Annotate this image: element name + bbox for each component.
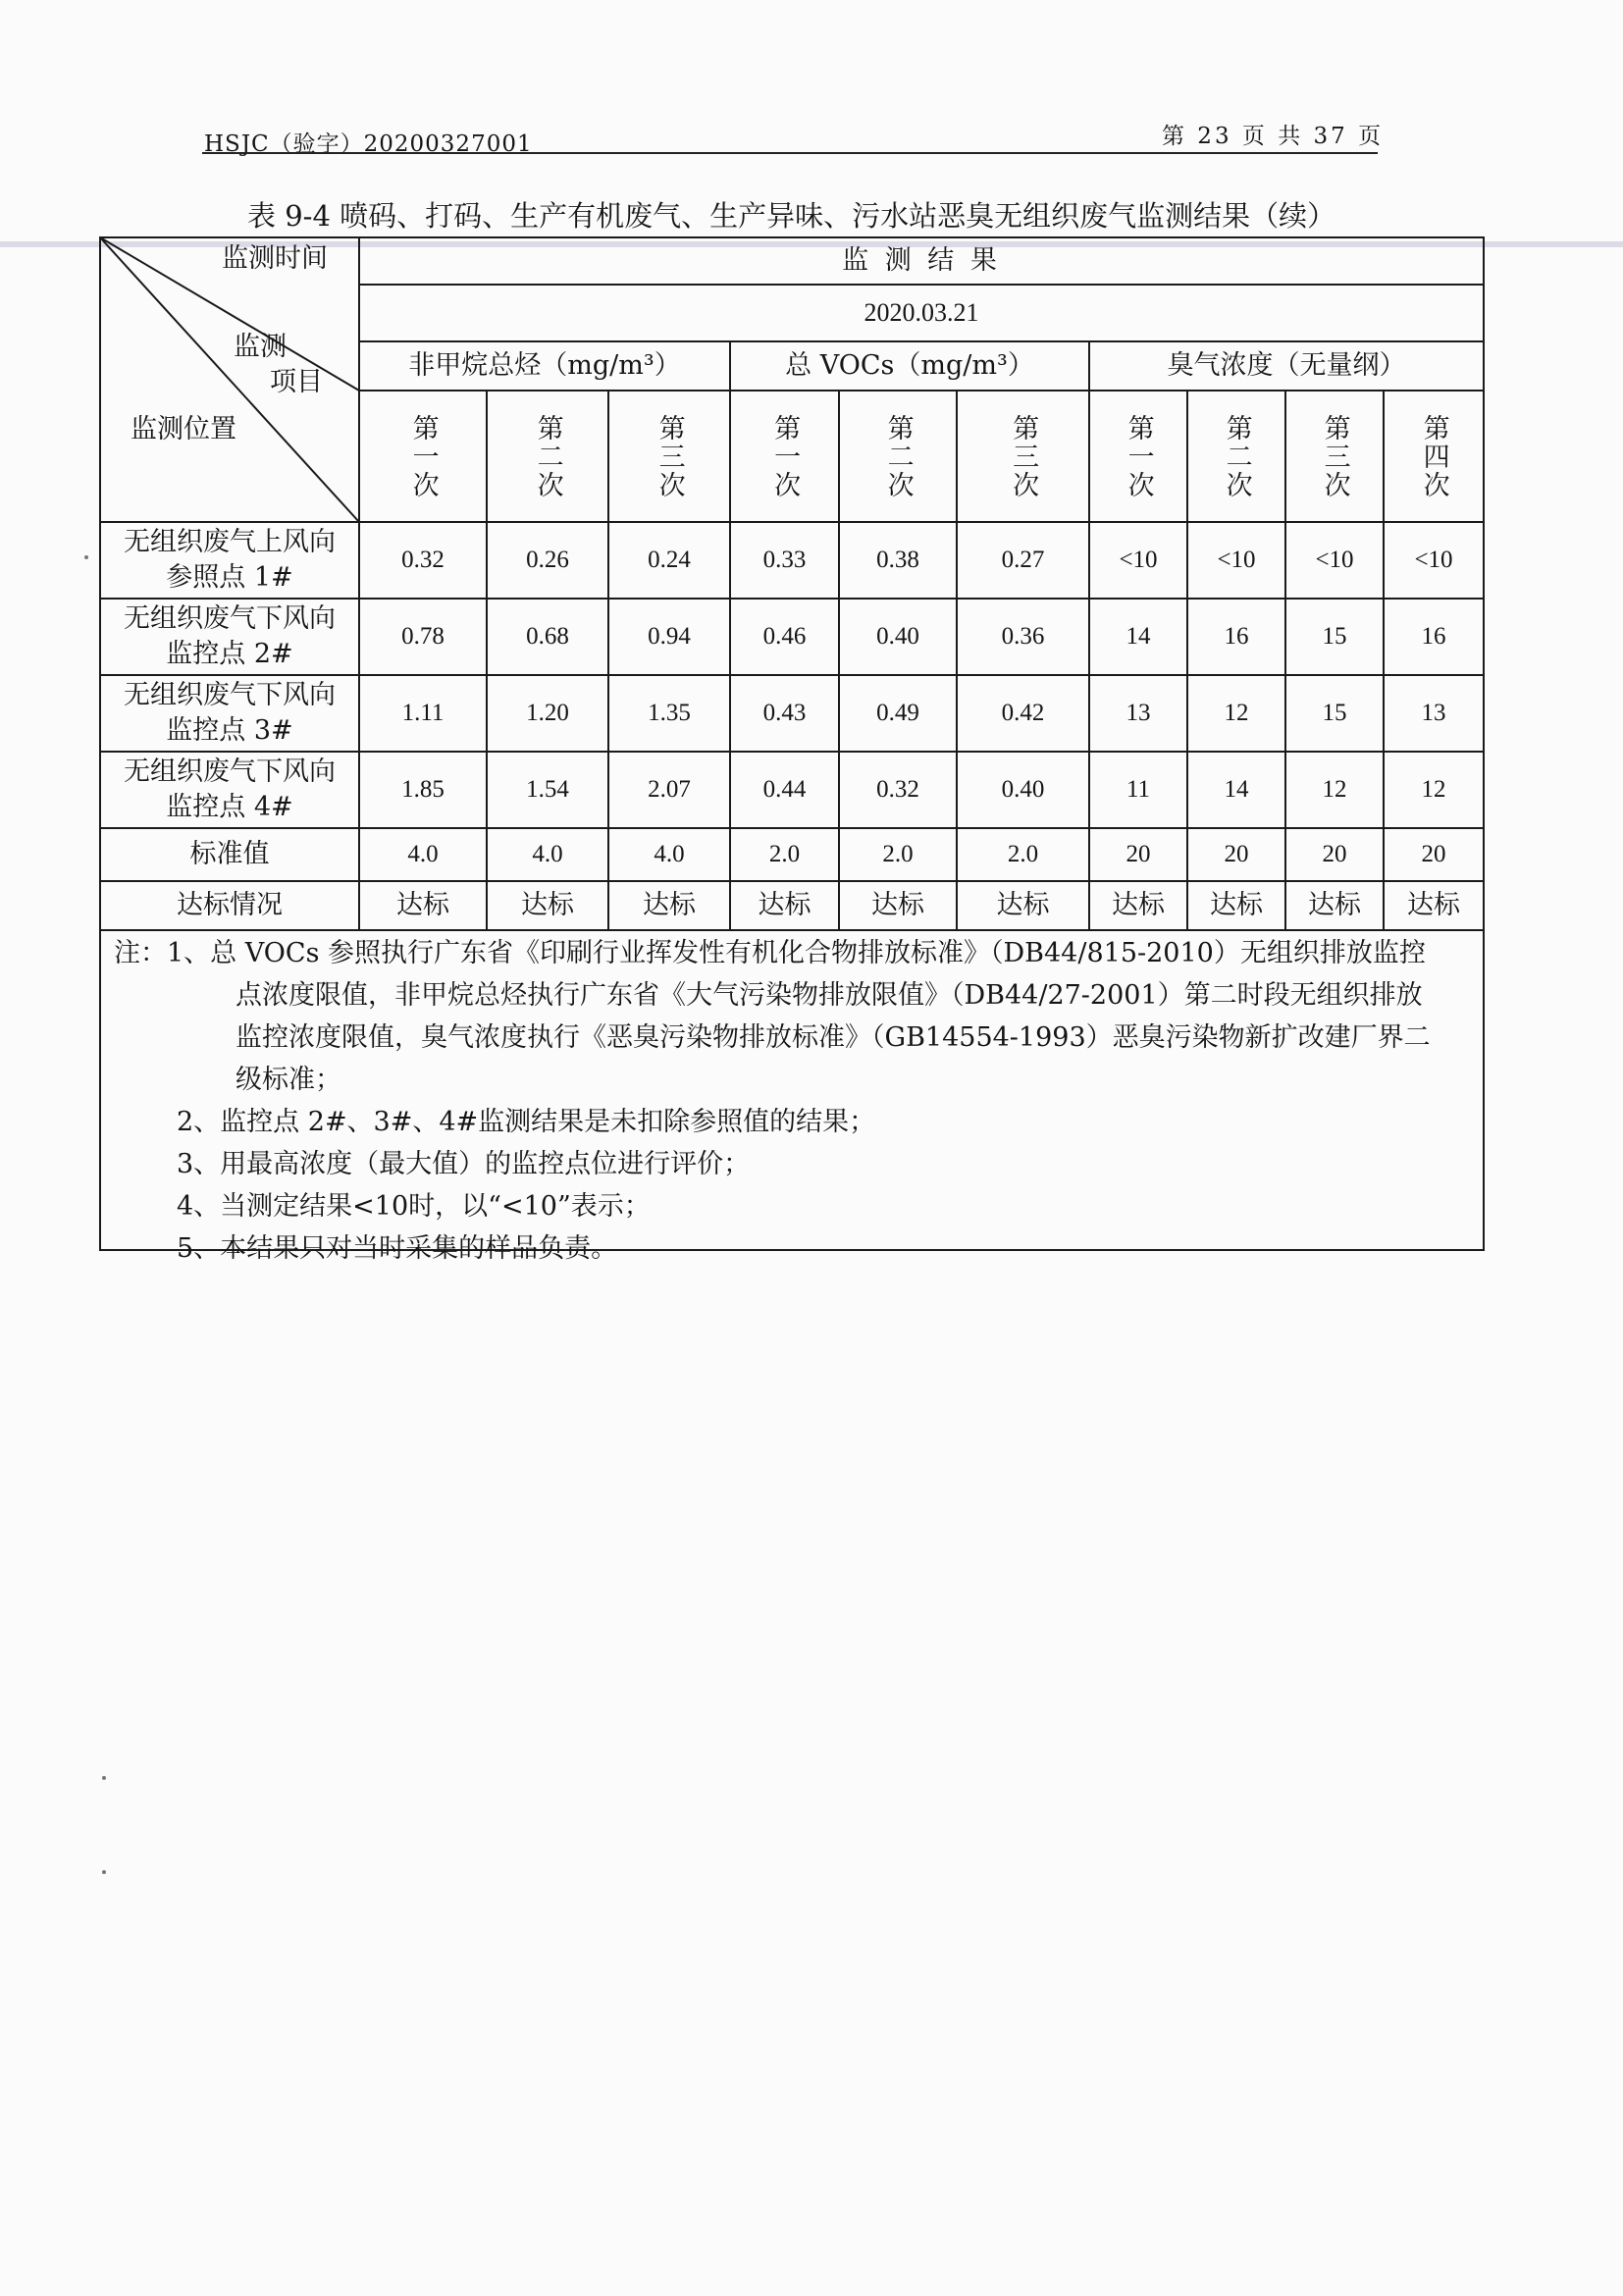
row-location-line: 无组织废气下风向 [124,756,336,787]
table-cell: 0.46 [762,622,807,650]
table-cell: 12 [1421,775,1446,803]
table-cell: 12 [1322,775,1347,803]
note-1-line-2: 点浓度限值，非甲烷总烃执行广东省《大气污染物排放限值》（DB44/27-2001）第二时段无组织排放 [236,980,1423,1011]
time-header-2 [487,391,608,522]
corner-item-label-2: 项目 [270,367,323,398]
note-2: 2、监控点 2#、3#、4#监测结果是未扣除参照值的结果； [177,1107,876,1137]
time-header-10-text: 第四次 [1418,413,1449,499]
compliance-cell: 达标 [1210,890,1263,921]
group-header-odor: 臭气浓度（无量纲） [1167,350,1406,382]
table-cell: 0.38 [876,546,919,573]
compliance-cell: 达标 [396,890,449,921]
note-1-line-4: 级标准； [236,1065,341,1095]
time-header-6-text: 第三次 [1008,413,1039,499]
table-cell: 1.54 [526,775,569,803]
time-header-8 [1187,391,1285,522]
table-cell: 15 [1322,622,1347,650]
row-location-line: 无组织废气上风向 [124,526,336,557]
table-title: 表 9-4 喷码、打码、生产有机废气、生产异味、污水站恶臭无组织废气监测结果（续） [247,199,1336,233]
corner-time-label: 监测时间 [222,243,328,275]
compliance-cell: 达标 [1112,890,1165,921]
table-cell: 1.20 [526,699,569,726]
table-cell: 0.78 [401,622,445,650]
sampling-date: 2020.03.21 [864,298,979,328]
row-location-line: 监控点 4# [166,792,293,822]
note-1-line-3: 监控浓度限值，臭气浓度执行《恶臭污染物排放标准》（GB14554-1993）恶臭污染物新扩改建厂界二 [236,1022,1431,1053]
table-cell: 1.35 [648,699,691,726]
time-header-7 [1089,391,1187,522]
row-location-line: 参照点 1# [166,562,293,593]
compliance-cell: 达标 [643,890,696,921]
row-location-line: 无组织废气下风向 [124,602,336,634]
note-1-line-1: 注：1、总 VOCs 参照执行广东省《印刷行业挥发性有机化合物排放标准》（DB44/815-2010）无组织排放监控 [114,938,1426,968]
table-cell: 13 [1126,699,1151,726]
time-header-4-text: 第一次 [769,413,801,499]
page-indicator: 第 23 页 共 37 页 [1162,124,1385,149]
table-notes [114,932,1488,1270]
standard-value-cell: 4.0 [654,840,685,867]
compliance-row-label: 达标情况 [177,889,283,920]
time-header-9-text: 第三次 [1319,413,1350,499]
standard-value-cell: 20 [1126,840,1151,867]
compliance-cell: 达标 [758,890,812,921]
table-cell: 0.49 [876,699,919,726]
results-header: 监 测 结 果 [842,245,1001,277]
table-cell: 0.40 [876,622,919,650]
standard-row-label: 标准值 [189,838,270,869]
standard-value-cell: 20 [1322,840,1347,867]
compliance-cell: 达标 [521,890,574,921]
table-cell: 1.85 [401,775,445,803]
table-cell: 0.68 [526,622,569,650]
time-header-2-text: 第二次 [532,413,563,499]
table-cell: 0.94 [648,622,691,650]
compliance-cell: 达标 [871,890,924,921]
table-cell: 0.43 [762,699,807,726]
standard-value-cell: 4.0 [532,840,563,867]
table-cell: <10 [1414,546,1453,573]
time-header-8-text: 第二次 [1221,413,1252,499]
time-header-3-text: 第三次 [654,413,685,499]
row-location-line: 无组织废气下风向 [124,679,336,710]
time-header-1-text: 第一次 [407,413,439,499]
table-cell: 0.33 [762,546,807,573]
row-location [100,752,359,828]
table-cell: <10 [1315,546,1354,573]
note-5: 5、本结果只对当时采集的样品负责。 [177,1233,618,1264]
time-header-9 [1285,391,1384,522]
document-number: HSJC（验字）20200327001 [204,131,533,157]
row-location-line: 监控点 3# [166,715,293,746]
time-header-6 [957,391,1089,522]
table-cell: 13 [1421,699,1446,726]
table-cell: 0.27 [1001,546,1045,573]
table-cell: 0.32 [876,775,919,803]
compliance-cell: 达标 [996,890,1050,921]
table-cell: 1.11 [401,699,445,726]
table-cell: 0.26 [526,546,569,573]
table-cell: 11 [1126,775,1151,803]
table-cell: 14 [1224,775,1249,803]
time-header-5 [839,391,957,522]
table-cell: 16 [1421,622,1446,650]
row-location [100,675,359,752]
compliance-cell: 达标 [1308,890,1361,921]
table-cell: 0.44 [762,775,807,803]
table-cell: 0.32 [401,546,445,573]
time-header-1 [359,391,487,522]
corner-item-label-1: 监测 [234,332,287,363]
compliance-cell: 达标 [1407,890,1460,921]
table-cell: 15 [1322,699,1347,726]
table-cell: <10 [1119,546,1158,573]
group-header-vocs: 总 VOCs（mg/m³） [785,350,1034,382]
scan-speck [102,1870,106,1874]
row-location [100,599,359,675]
scan-speck [102,1776,106,1780]
standard-value-cell: 4.0 [407,840,439,867]
time-header-10 [1384,391,1484,522]
scan-speck [84,555,88,559]
table-cell: 0.36 [1001,622,1045,650]
table-cell: 0.40 [1001,775,1045,803]
group-header-nmhc: 非甲烷总烃（mg/m³） [408,350,681,382]
standard-value-cell: 2.0 [882,840,914,867]
time-header-7-text: 第一次 [1123,413,1154,499]
standard-value-cell: 20 [1224,840,1249,867]
time-header-5-text: 第二次 [882,413,914,499]
standard-value-cell: 20 [1421,840,1446,867]
note-4: 4、当测定结果<10时，以“<10”表示； [177,1191,651,1222]
table-cell: 0.42 [1001,699,1045,726]
table-cell: 14 [1126,622,1151,650]
row-location [100,522,359,599]
time-header-3 [608,391,730,522]
table-cell: 2.07 [648,775,691,803]
standard-value-cell: 2.0 [768,840,801,867]
standard-value-cell: 2.0 [1007,840,1039,867]
table-cell: <10 [1217,546,1256,573]
corner-location-label: 监测位置 [131,414,236,445]
table-cell: 16 [1224,622,1249,650]
table-cell: 12 [1224,699,1249,726]
row-location-line: 监控点 2# [166,639,293,669]
time-header-4 [730,391,839,522]
table-cell: 0.24 [648,546,691,573]
note-3: 3、用最高浓度（最大值）的监控点位进行评价； [177,1149,751,1179]
